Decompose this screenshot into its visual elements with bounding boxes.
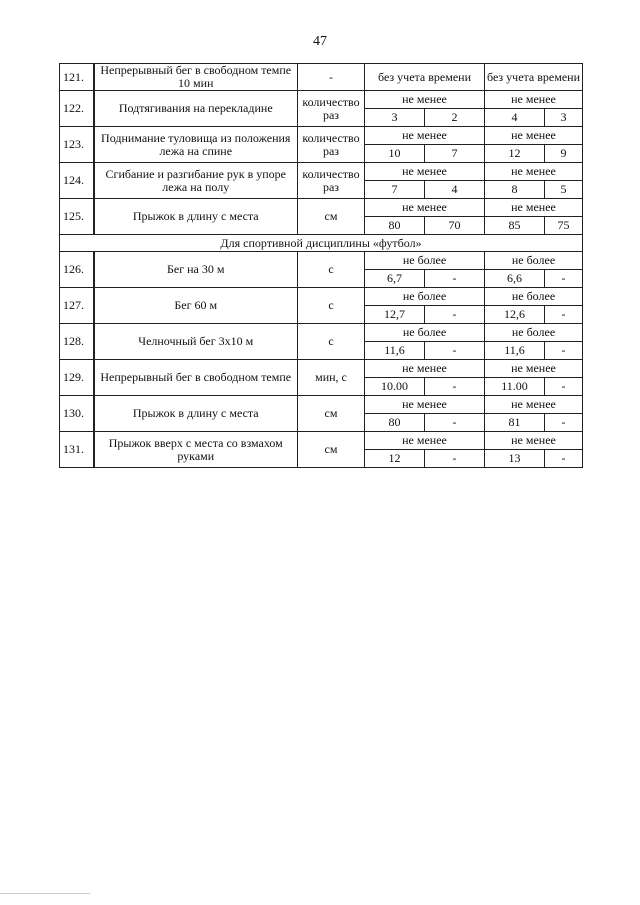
section-row (60, 235, 583, 252)
row-number: 124. (60, 163, 94, 199)
table-row (60, 432, 583, 450)
value-cell: 9 (545, 145, 583, 163)
value-cell: 8 (485, 181, 545, 199)
group2-label: не менее (485, 91, 583, 109)
table-row (60, 199, 583, 217)
table-row (60, 64, 583, 91)
group1-label: не менее (365, 432, 485, 450)
unit-cell: мин, с (298, 360, 365, 396)
value-cell: 5 (545, 181, 583, 199)
value-cell: 81 (485, 414, 545, 432)
exercise-name: Поднимание туловища из положения лежа на спине (94, 127, 298, 163)
value-cell: 6,6 (485, 270, 545, 288)
unit-cell: см (298, 432, 365, 468)
row-number: 126. (60, 252, 94, 288)
value-cell: - (425, 306, 485, 324)
group1-label: без учета времени (365, 64, 485, 91)
value-cell: 7 (365, 181, 425, 199)
exercise-name: Подтягивания на перекладине (94, 91, 298, 127)
value-cell: - (545, 270, 583, 288)
value-cell: 12,6 (485, 306, 545, 324)
group2-label: не более (485, 324, 583, 342)
value-cell: 2 (425, 109, 485, 127)
value-cell: 10 (365, 145, 425, 163)
norms-table (59, 63, 583, 468)
unit-cell: см (298, 199, 365, 235)
unit-cell: с (298, 324, 365, 360)
unit-cell: см (298, 396, 365, 432)
row-number: 125. (60, 199, 94, 235)
value-cell: - (425, 450, 485, 468)
table-row (60, 324, 583, 342)
value-cell: 75 (545, 217, 583, 235)
value-cell: 13 (485, 450, 545, 468)
value-cell: 7 (425, 145, 485, 163)
unit-cell: - (298, 64, 365, 91)
group2-label: не более (485, 288, 583, 306)
table-row (60, 252, 583, 270)
scan-artifact-line (0, 893, 90, 894)
table-section-football (60, 235, 583, 252)
unit-cell: количество раз (298, 127, 365, 163)
row-number: 128. (60, 324, 94, 360)
group1-label: не менее (365, 91, 485, 109)
row-number: 127. (60, 288, 94, 324)
table-row (60, 127, 583, 145)
group2-label: не менее (485, 163, 583, 181)
group1-label: не менее (365, 199, 485, 217)
group1-label: не менее (365, 127, 485, 145)
exercise-name: Бег 60 м (94, 288, 298, 324)
group2-label: не менее (485, 360, 583, 378)
group2-label: не менее (485, 199, 583, 217)
row-number: 130. (60, 396, 94, 432)
table-row (60, 360, 583, 378)
value-cell: - (425, 414, 485, 432)
row-number: 123. (60, 127, 94, 163)
exercise-name: Прыжок в длину с места (94, 396, 298, 432)
exercise-name: Бег на 30 м (94, 252, 298, 288)
table-row (60, 396, 583, 414)
exercise-name: Непрерывный бег в свободном темпе (94, 360, 298, 396)
value-cell: 11,6 (485, 342, 545, 360)
exercise-name: Прыжок вверх с места со взмахом руками (94, 432, 298, 468)
section-title: Для спортивной дисциплины «футбол» (60, 235, 583, 252)
group2-label: не менее (485, 396, 583, 414)
value-cell: - (545, 342, 583, 360)
value-cell: 10.00 (365, 378, 425, 396)
exercise-name: Сгибание и разгибание рук в упоре лежа на полу (94, 163, 298, 199)
table-row (60, 163, 583, 181)
value-cell: 3 (365, 109, 425, 127)
table-row (60, 91, 583, 109)
row-number: 122. (60, 91, 94, 127)
unit-cell: с (298, 252, 365, 288)
value-cell: 3 (545, 109, 583, 127)
group1-label: не менее (365, 396, 485, 414)
page-number: 47 (313, 34, 327, 49)
value-cell: - (425, 342, 485, 360)
value-cell: 11,6 (365, 342, 425, 360)
group1-label: не менее (365, 163, 485, 181)
value-cell: - (425, 270, 485, 288)
group1-label: не более (365, 288, 485, 306)
value-cell: 85 (485, 217, 545, 235)
value-cell: 80 (365, 414, 425, 432)
value-cell: 70 (425, 217, 485, 235)
exercise-name: Челночный бег 3х10 м (94, 324, 298, 360)
value-cell: 80 (365, 217, 425, 235)
group2-label: не менее (485, 432, 583, 450)
unit-cell: с (298, 288, 365, 324)
value-cell: 4 (425, 181, 485, 199)
group1-label: не более (365, 252, 485, 270)
value-cell: 6,7 (365, 270, 425, 288)
value-cell: - (545, 414, 583, 432)
unit-cell: количество раз (298, 91, 365, 127)
value-cell: - (425, 378, 485, 396)
exercise-name: Непрерывный бег в свободном темпе 10 мин (94, 64, 298, 91)
unit-cell: количество раз (298, 163, 365, 199)
value-cell: - (545, 378, 583, 396)
value-cell: 12 (365, 450, 425, 468)
group2-label: не более (485, 252, 583, 270)
row-number: 129. (60, 360, 94, 396)
group1-label: не менее (365, 360, 485, 378)
value-cell: 12,7 (365, 306, 425, 324)
value-cell: - (545, 306, 583, 324)
table-body-general (60, 64, 583, 235)
group1-label: не более (365, 324, 485, 342)
group2-label: без учета времени (485, 64, 583, 91)
group2-label: не менее (485, 127, 583, 145)
value-cell: - (545, 450, 583, 468)
row-number: 121. (60, 64, 94, 91)
table-body-football (60, 252, 583, 468)
value-cell: 12 (485, 145, 545, 163)
value-cell: 4 (485, 109, 545, 127)
table-row (60, 288, 583, 306)
value-cell: 11.00 (485, 378, 545, 396)
row-number: 131. (60, 432, 94, 468)
exercise-name: Прыжок в длину с места (94, 199, 298, 235)
